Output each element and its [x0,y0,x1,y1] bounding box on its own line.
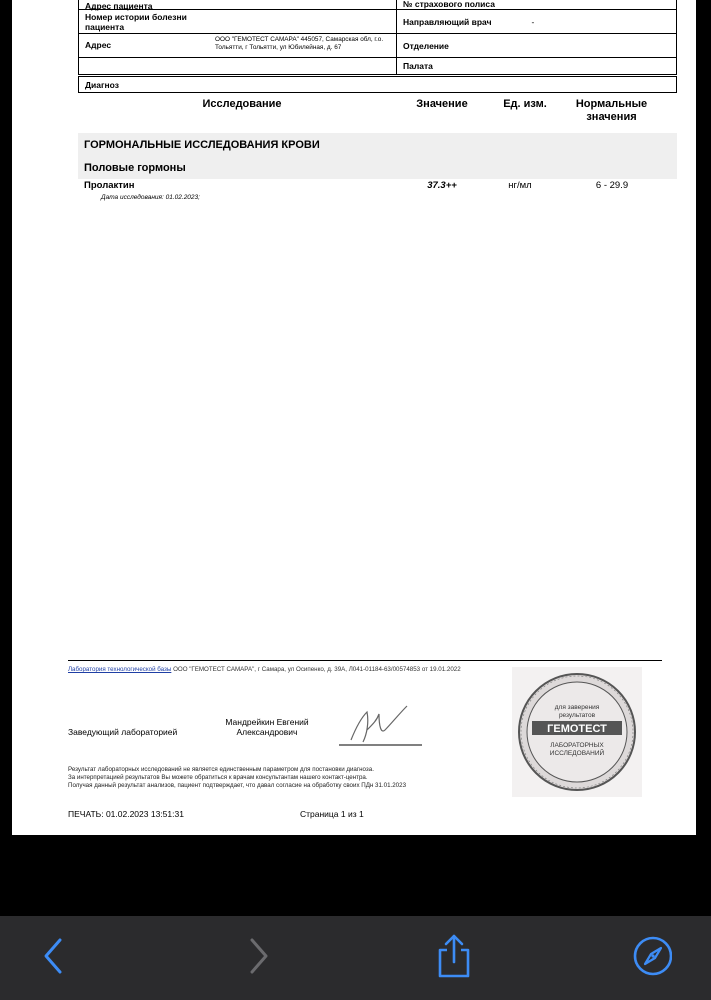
svg-text:результатов: результатов [558,712,596,719]
chevron-left-icon [42,936,66,976]
doctor-value: - [531,16,535,27]
share-icon [434,934,474,978]
group-section [78,133,677,179]
result-unit: нг/мл [508,180,532,191]
column-value-header: Значение [416,98,468,110]
svg-text:ИССЛЕДОВАНИЙ: ИССЛЕДОВАНИЙ [549,750,605,757]
page-number: Страница 1 из 1 [300,809,364,819]
lab-stamp [512,667,642,797]
address-value: ООО "ГЕМОТЕСТ САМАРА" 445057, Самарская обл, г.о. Тольятти, г Тольятти, ул Юбилейная, д. 67 [209,34,397,57]
result-norm: 6 - 29.9 [595,180,629,191]
browser-toolbar [0,916,711,1000]
back-button[interactable] [34,936,74,976]
share-button[interactable] [434,936,474,976]
footer-divider [68,660,662,661]
column-unit-header: Ед. изм. [503,98,547,110]
column-norm-header: Нормальные значения [575,98,648,123]
disclaimer: Результат лабораторных исследований не является единственным параметром для постановки диагноза. За интерпретацией результатов Вы можете обратиться к врачам консультантам нашего контакт-центра. Получая данный результат анализов, пациент подтверждает, что давал согласие на обработку своих ПДн 31.01.2023 [68,766,407,789]
forward-button[interactable] [238,936,278,976]
document-page [12,0,696,835]
svg-text:ЛАБОРАТОРНЫХ: ЛАБОРАТОРНЫХ [550,742,604,749]
signature-image [337,700,422,748]
patient-address-label: Адрес пациента [85,1,153,11]
result-name: Пролактин [84,180,135,191]
diagnosis-label: Диагноз [78,76,677,93]
result-value: 37.3++ [427,180,457,191]
safari-button[interactable] [632,936,672,976]
patient-info-table [78,0,677,75]
history-label: Номер истории болезни пациента [85,12,187,32]
lab-info: Лаборатория технологической базы ООО "ГЕМОТЕСТ САМАРА", г Самара, ул Осипенко, д. 39А, Л041-01184-63/00574853 от 19.01.2022 [68,666,461,673]
group-title: ГОРМОНАЛЬНЫЕ ИССЛЕДОВАНИЯ КРОВИ [84,139,320,151]
svg-text:для заверения: для заверения [554,704,600,711]
head-label: Заведующий лабораторией [68,727,178,737]
ward-label: Палата [403,61,433,71]
print-timestamp: ПЕЧАТЬ: 01.02.2023 13:51:31 [68,809,184,819]
doctor-label: Направляющий врач [403,16,492,27]
lab-link[interactable]: Лаборатория технологической базы [68,666,172,673]
address-label: Адрес [85,40,112,50]
result-date: Дата исследования: 01.02.2023; [101,194,200,201]
column-test-header: Исследование [202,98,282,110]
policy-label: № страхового полиса [403,0,495,9]
department-label: Отделение [403,40,449,51]
svg-text:ГЕМОТЕСТ: ГЕМОТЕСТ [547,723,607,735]
chevron-right-icon [246,936,270,976]
head-name: Мандрейкин Евгений Александрович [225,717,309,737]
subgroup-title: Половые гормоны [84,162,186,174]
compass-icon [632,935,672,977]
